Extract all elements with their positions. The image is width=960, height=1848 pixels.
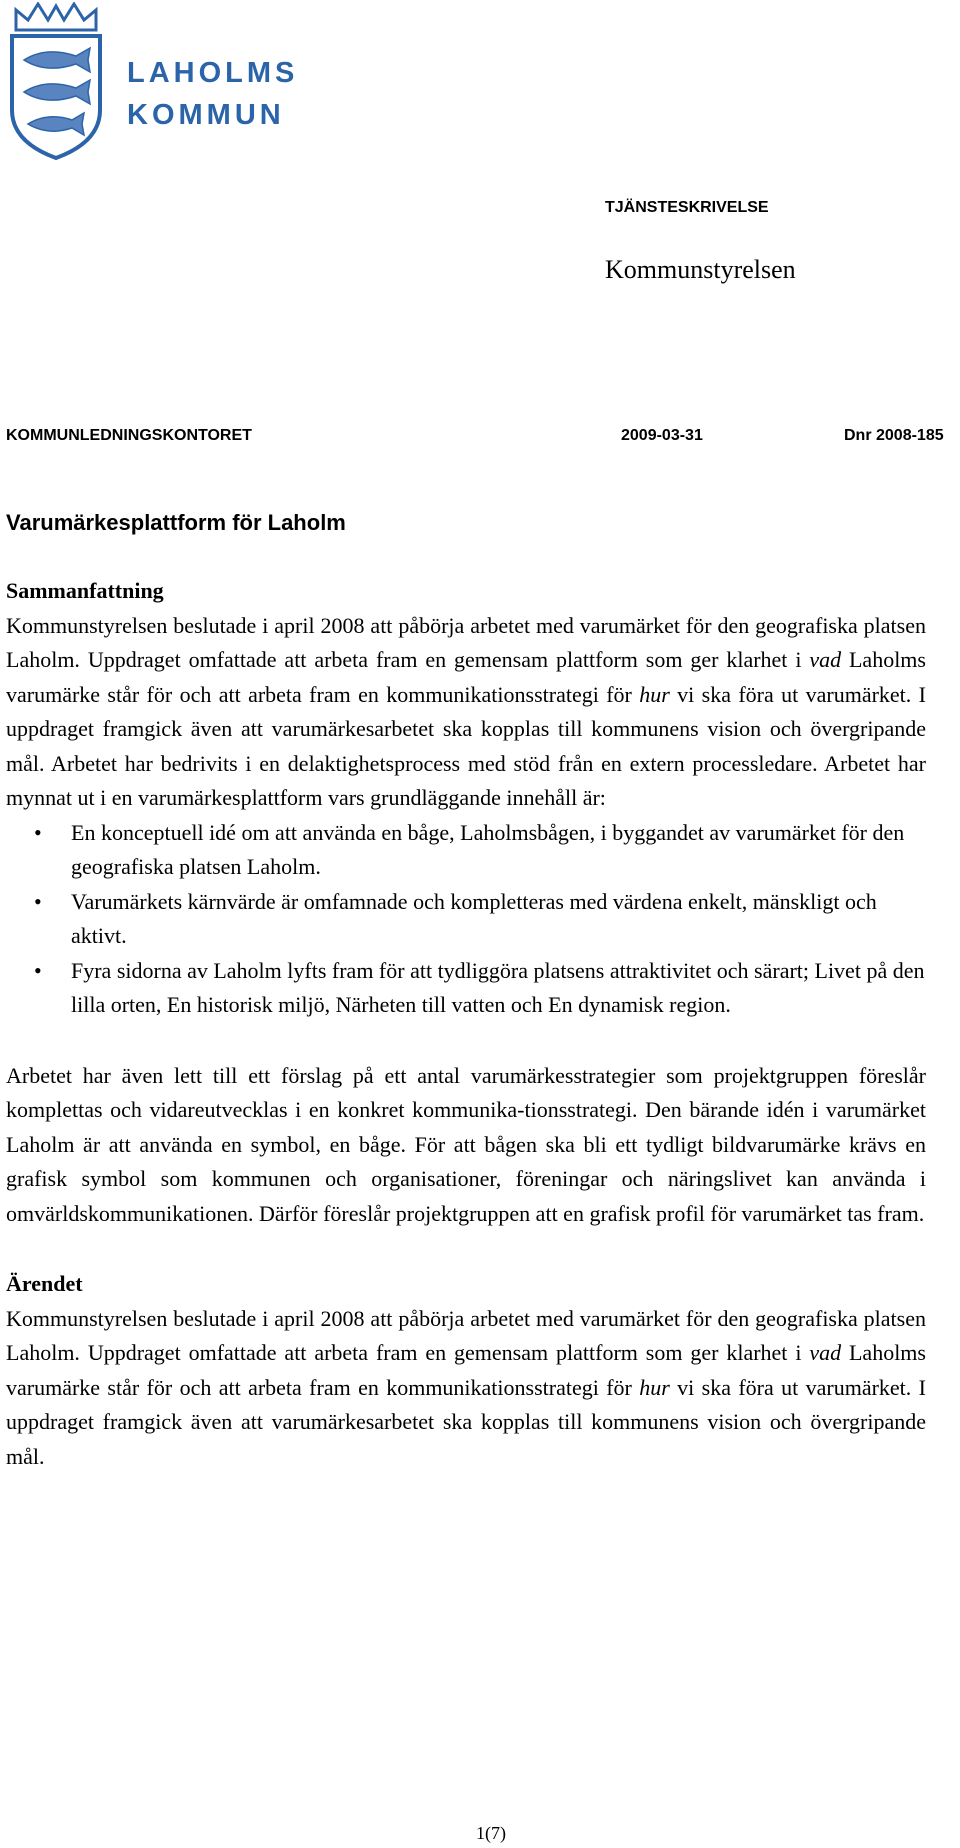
matter-paragraph: Kommunstyrelsen beslutade i april 2008 att påbörja arbetet med varumärket för den geografiska platsen Laholm. Uppdraget omfattade att arbeta fram en gemensam plattform som ger klarhet i vad Laholms varumärke står för och att arbeta fram en kommunikationsstrategi för hur vi ska föra ut varumärket. I uppdraget framgick även att varumärkesarbetet ska kopplas till kommunens vision och övergripande mål. xyxy=(6,1305,926,1469)
document-body xyxy=(6,574,926,1474)
registration-number: Dnr 2008-185 xyxy=(844,427,944,444)
document-type: TJÄNSTESKRIVELSE xyxy=(605,199,769,216)
document-meta-row xyxy=(6,427,958,449)
logo-wordmark xyxy=(127,52,298,136)
page-title: Varumärkesplattform för Laholm xyxy=(6,510,346,535)
document-date: 2009-03-31 xyxy=(621,427,703,444)
summary-bullet-list xyxy=(6,816,926,1023)
matter-heading: Ärendet xyxy=(6,1271,83,1296)
logo-line-1: LAHOLMS xyxy=(127,57,299,89)
bullet-icon: • xyxy=(34,888,42,914)
bullet-icon: • xyxy=(34,819,42,845)
coat-of-arms-icon xyxy=(6,2,106,162)
list-item: • Fyra sidorna av Laholm lyfts fram för att tydliggöra platsens attraktivitet och särart; Livet på den lilla orten, En historisk miljö, Närheten till vatten och En dynamisk region. xyxy=(6,954,926,1023)
summary-paragraph: Kommunstyrelsen beslutade i april 2008 att påbörja arbetet med varumärket för den geografiska platsen Laholm. Uppdraget omfattade att arbeta fram en gemensam plattform som ger klarhet i vad Laholms varumärke står för och att arbeta fram en kommunikationsstrategi för hur vi ska föra ut varumärket. I uppdraget framgick även att varumärkesarbetet ska kopplas till kommunens vision och övergripande mål. Arbetet har bedrivits i en delaktighetsprocess med stöd från en extern processledare. Arbetet har mynnat ut i en varumärkesplattform vars grundläggande innehåll är: xyxy=(6,612,926,810)
list-item: • Varumärkets kärnvärde är omfamnade och kompletteras med värdena enkelt, mänskligt och aktivt. xyxy=(6,885,926,954)
logo-line-2: KOMMUN xyxy=(127,99,285,131)
list-item: • En konceptuell idé om att använda en båge, Laholmsbågen, i byggandet av varumärket för den geografiska platsen Laholm. xyxy=(6,816,926,885)
page-number: 1(7) xyxy=(476,1823,506,1843)
bullet-icon: • xyxy=(34,957,42,983)
recipient: Kommunstyrelsen xyxy=(605,255,796,284)
municipality-logo xyxy=(6,2,316,162)
summary-heading: Sammanfattning xyxy=(6,578,164,603)
office-name: KOMMUNLEDNINGSKONTORET xyxy=(6,427,252,444)
strategy-paragraph: Arbetet har även lett till ett förslag på ett antal varumärkesstrategier som projektgruppen föreslår komplettas och vidareutvecklas i en konkret kommunika-tionsstrategi. Den bärande idén i varumärket Laholm är att använda en symbol, en båge. För att bågen ska bli ett tydligt bildvarumärke krävs en grafisk symbol som kommunen och organisationer, föreningar och näringslivet kan använda i omvärldskommunikationen. Därför föreslår projektgruppen att en grafisk profil för varumärket tas fram. xyxy=(6,1062,926,1226)
